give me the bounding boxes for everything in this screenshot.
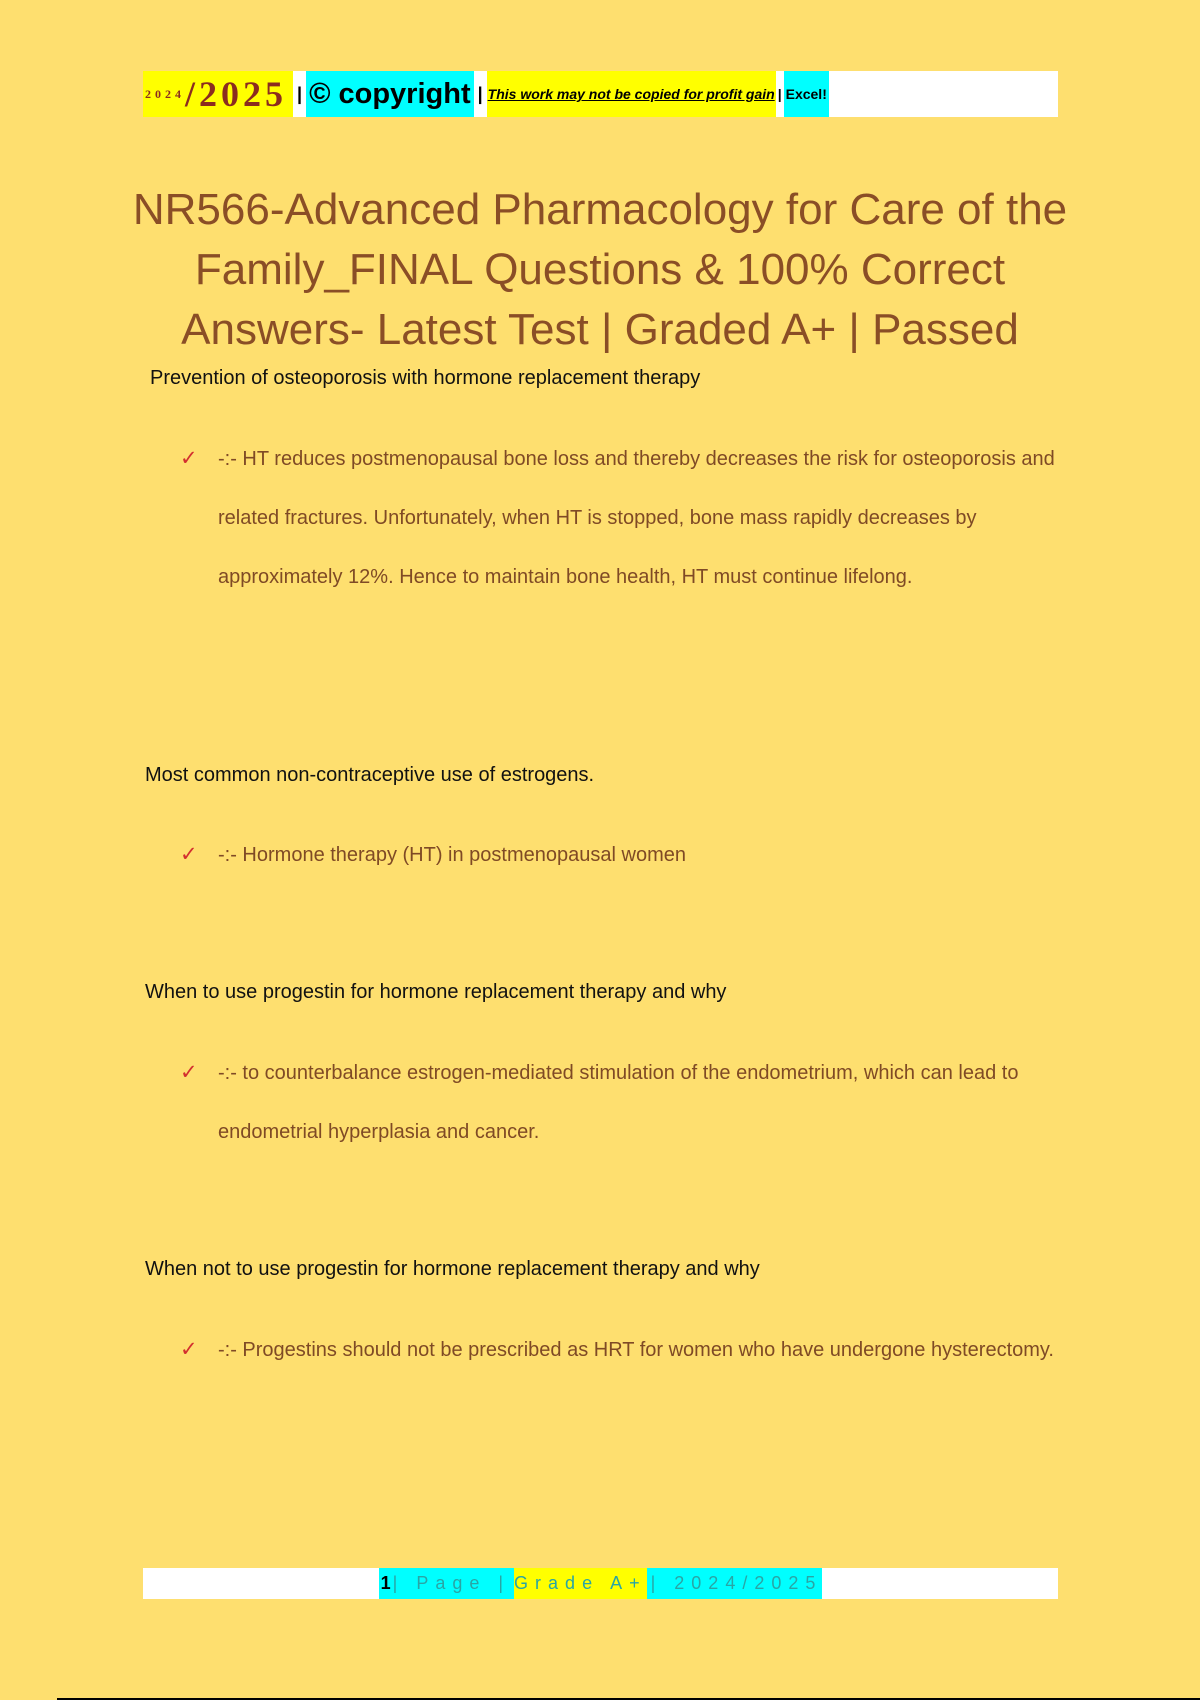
answer-2 [180,826,1060,885]
question-3: When to use progestin for hormone replacement therapy and why [145,981,727,1003]
question-2: Most common non-contraceptive use of estrogens. [145,764,595,786]
question-4: When not to use progestin for hormone replacement therapy and why [145,1258,760,1280]
check-icon: ✓ [180,447,198,470]
answer-3 [180,1044,1060,1162]
footer-page-number: 1 [379,1568,393,1599]
header-year-block [143,71,293,117]
header-separator: | [777,86,782,102]
document-title: NR566-Advanced Pharmacology for Care of the Family_FINAL Questions & 100% Correct Answers- Latest Test | Graded A+ | Passed [132,185,1068,354]
header-notice: This work may not be copied for profit gain [487,71,776,117]
footer-grade: Grade A+ [514,1568,647,1599]
answer-1-text: -:- HT reduces postmenopausal bone loss and thereby decreases the risk for osteoporosis and related fractures. Unfortunately, when HT is stopped, bone mass rapidly decreases by approximately 12%. Hence to maintain bone health, HT must continue lifelong. [218,448,1055,588]
check-icon: ✓ [180,1338,198,1361]
answer-4 [180,1321,1060,1380]
check-icon: ✓ [180,843,198,866]
header-copyright: © copyright [306,71,474,117]
header-excel: Excel! [784,71,829,117]
question-1: Prevention of osteoporosis with hormone replacement therapy [150,367,701,389]
header-year-small: 2024 [145,86,185,101]
footer-bar [143,1568,1058,1599]
header-year-big: /2025 [185,74,288,114]
footer-page-label: | Page | [393,1568,514,1599]
header-separator: | [477,83,483,104]
header-separator: | [297,83,303,104]
footer-year: | 2024/2025 [647,1568,823,1599]
answer-4-text: -:- Progestins should not be prescribed as HRT for women who have undergone hysterectomy. [218,1339,1054,1361]
answer-3-text: -:- to counterbalance estrogen-mediated stimulation of the endometrium, which can lead to endometrial hyperplasia and cancer. [218,1062,1019,1143]
answer-2-text: -:- Hormone therapy (HT) in postmenopausal women [218,844,686,866]
check-icon: ✓ [180,1061,198,1084]
answer-1 [180,430,1060,607]
header-bar [143,71,1058,117]
